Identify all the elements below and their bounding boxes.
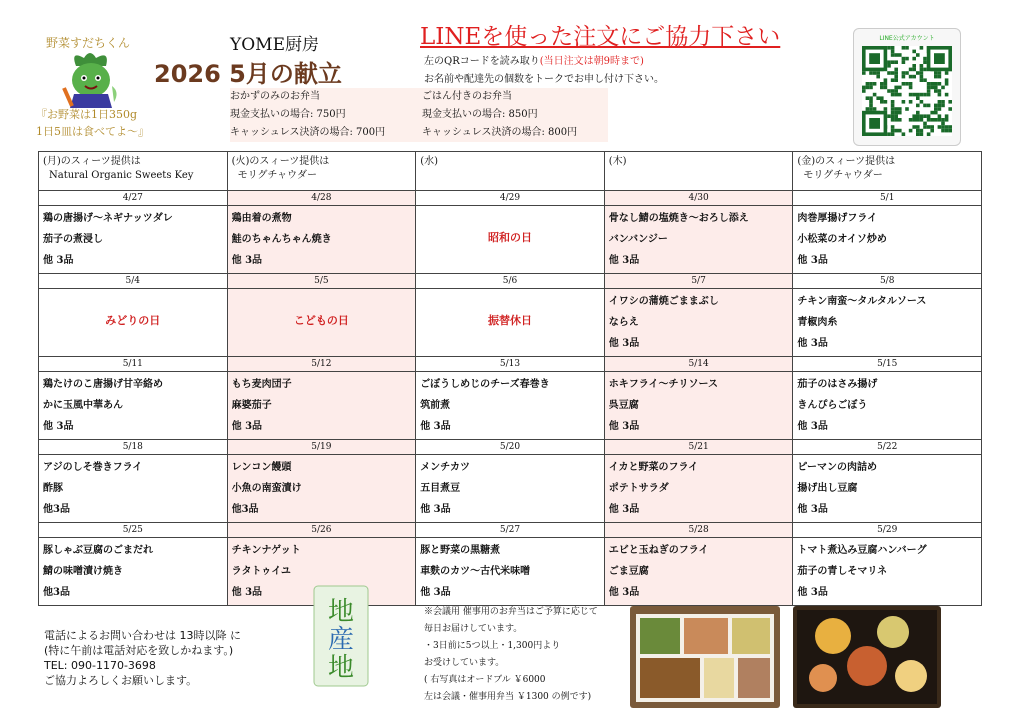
day-cell (793, 523, 982, 606)
dish-item: 小松菜のオイソ炒め (797, 234, 887, 245)
day-cell (39, 274, 228, 357)
dish-item: 豚と野菜の黒糖煮 (420, 545, 501, 556)
day-cell (604, 274, 793, 357)
dish-list (416, 455, 604, 522)
day-cell (793, 191, 982, 274)
dish-item: 他 3品 (797, 421, 828, 432)
bento-image (630, 606, 780, 708)
day-date: 5/20 (416, 440, 604, 455)
day-cell (604, 523, 793, 606)
weekday-label: (火)のスィーツ提供は (231, 156, 330, 167)
dish-list (605, 538, 793, 605)
price-title: ごはん付きのお弁当 (422, 91, 512, 102)
line-order-title: LINEを使った注文にご協力下さい (420, 24, 781, 50)
note-line: お受けしています。 (424, 658, 505, 668)
dish-list (39, 372, 227, 439)
qr-code-icon[interactable] (862, 45, 952, 137)
dish-item: 他3品 (43, 587, 70, 598)
weekday-label: (水) (420, 156, 438, 167)
kitchen-name: YOME厨房 (230, 35, 319, 55)
sweets-provider: Natural Organic Sweets Key (49, 170, 194, 181)
dish-item: 他 3品 (608, 504, 640, 515)
day-date: 5/28 (605, 523, 793, 538)
mascot-icon (60, 48, 122, 110)
bento-photo (630, 606, 780, 708)
week-row (39, 274, 982, 357)
qr-label: LINE公式アカウント (879, 35, 935, 42)
line-qr-card[interactable] (853, 28, 961, 146)
holiday-label: 昭和の日 (487, 231, 532, 244)
holiday-label: 振替休日 (487, 314, 532, 327)
day-cell (227, 274, 416, 357)
dish-item: 茄子の煮浸し (43, 234, 103, 245)
weekday-label: (木) (608, 156, 627, 167)
contact-line: (特に午前は電話対応を致しかねます。) (44, 644, 234, 657)
page-title: 2026 5月の献立 (154, 60, 342, 88)
holiday-label: こどもの日 (293, 314, 349, 327)
svg-text:地: 地 (327, 653, 355, 683)
price-cashless: キャッシュレス決済の場合: 800円 (422, 127, 578, 138)
dish-item: アジのしそ巻きフライ (43, 462, 143, 473)
hors-doeuvre-image (793, 606, 941, 708)
dish-item: 鶏たけのこ唐揚げ甘辛絡め (43, 379, 163, 390)
dish-list (39, 206, 227, 273)
contact-line: 電話によるお問い合わせは 13時以降 に (44, 629, 241, 642)
svg-text:地: 地 (327, 597, 355, 627)
dish-item: 他 3品 (608, 587, 640, 598)
dish-list (416, 372, 604, 439)
dish-item: 揚げ出し豆腐 (797, 483, 858, 494)
dish-list (39, 455, 227, 522)
hors-doeuvre-photo (793, 606, 941, 708)
day-date: 5/4 (39, 274, 227, 289)
dish-item: 麻婆茄子 (231, 400, 272, 411)
catering-notes (424, 604, 598, 706)
weekday-label: (金)のスィーツ提供は (797, 156, 896, 167)
day-date: 4/29 (416, 191, 604, 206)
day-date: 4/28 (228, 191, 416, 206)
week-row (39, 357, 982, 440)
dish-item: 他 3品 (231, 587, 263, 598)
dish-item: 他 3品 (797, 255, 828, 266)
dish-item: もち麦肉団子 (231, 379, 292, 390)
week-row (39, 523, 982, 606)
day-date: 4/27 (39, 191, 227, 206)
day-date: 5/12 (228, 357, 416, 372)
slogan-line: 1日5皿は食べてよ～』 (36, 125, 149, 138)
contact-tel[interactable]: TEL: 090-1170-3698 (44, 659, 156, 672)
dish-item: きんぴらごぼう (797, 400, 868, 411)
dish-item: 酢豚 (43, 483, 63, 494)
day-cell (39, 523, 228, 606)
dish-item: 車麩のカツ～古代米味噌 (420, 566, 531, 577)
day-date: 5/19 (228, 440, 416, 455)
day-cell (604, 440, 793, 523)
dish-item: ごぼうしめじのチーズ春巻き (420, 379, 550, 390)
dish-item: 他 3品 (231, 255, 263, 266)
instr-note: (当日注文は朝9時まで) (539, 56, 644, 67)
note-line: 毎日お届けしています。 (424, 624, 523, 634)
dish-item: ホキフライ～チリソース (608, 379, 718, 390)
dish-item: 他3品 (231, 504, 259, 515)
weekday-header-row (39, 152, 982, 191)
dish-list (605, 455, 793, 522)
day-cell (227, 191, 416, 274)
dish-item: 他 3品 (608, 255, 640, 266)
day-date: 5/27 (416, 523, 604, 538)
day-date: 5/15 (793, 357, 981, 372)
day-date: 5/6 (416, 274, 604, 289)
day-date: 5/22 (793, 440, 981, 455)
dish-item: 他 3品 (231, 421, 263, 432)
day-date: 4/30 (605, 191, 793, 206)
dish-item: ごま豆腐 (608, 566, 649, 577)
day-cell (39, 357, 228, 440)
day-cell (416, 274, 605, 357)
day-cell (604, 357, 793, 440)
dish-item: 五目煮豆 (420, 483, 461, 494)
price-okazu (230, 88, 385, 142)
day-date: 5/18 (39, 440, 227, 455)
day-date: 5/5 (228, 274, 416, 289)
dish-list (793, 538, 981, 605)
dish-list (793, 289, 981, 356)
dish-item: 呉豆腐 (608, 400, 639, 411)
dish-item: 他3品 (43, 504, 70, 515)
sweets-provider: モリグチャウダー (803, 170, 883, 181)
dish-item: 他 3品 (420, 421, 451, 432)
svg-text:産: 産 (327, 625, 355, 655)
dish-item: 他 3品 (43, 255, 74, 266)
day-cell (604, 191, 793, 274)
dish-item: ラタトゥイユ (231, 566, 291, 577)
dish-item: 豚しゃぶ豆腐のごまだれ (43, 545, 153, 556)
day-date: 5/21 (605, 440, 793, 455)
day-cell (416, 357, 605, 440)
price-cash: 現金支払いの場合: 850円 (422, 109, 538, 120)
dish-item: 茄子のはさみ揚げ (797, 379, 878, 390)
contact-info (44, 628, 241, 688)
note-line: 左は会議・催事用弁当 ￥1300 の例です) (424, 692, 592, 702)
dish-item: 青椒肉糸 (797, 317, 838, 328)
instr-text: 左のQRコードを読み取り (424, 56, 540, 67)
day-cell (416, 523, 605, 606)
day-date: 5/26 (228, 523, 416, 538)
price-cashless: キャッシュレス決済の場合: 700円 (230, 127, 386, 138)
dish-item: 骨なし鯖の塩焼き～おろし添え (608, 213, 749, 224)
menu-calendar (38, 151, 982, 606)
dish-item: ならえ (608, 317, 639, 328)
dish-list (793, 372, 981, 439)
day-date: 5/14 (605, 357, 793, 372)
dish-item: レンコン饅頭 (231, 462, 292, 473)
dish-list (228, 372, 416, 439)
day-date: 5/13 (416, 357, 604, 372)
dish-item: イカと野菜のフライ (608, 462, 699, 473)
price-box (230, 88, 608, 142)
day-date: 5/8 (793, 274, 981, 289)
dish-list (39, 538, 227, 605)
slogan (36, 106, 149, 140)
weekday-header (227, 152, 416, 191)
dish-item: トマト煮込み豆腐ハンバーグ (797, 545, 927, 556)
dish-list (228, 455, 416, 522)
weekday-header (39, 152, 228, 191)
dish-item: チキンナゲット (231, 545, 301, 556)
dish-list (605, 289, 793, 356)
dish-list (605, 372, 793, 439)
day-cell (793, 274, 982, 357)
weekday-header (793, 152, 982, 191)
dish-item: 鯖の味噌漬け焼き (43, 566, 123, 577)
holiday-label: みどりの日 (105, 314, 161, 327)
day-cell (39, 191, 228, 274)
day-cell (416, 440, 605, 523)
dish-item: 他 3品 (608, 338, 640, 349)
dish-item: 他 3品 (797, 504, 828, 515)
note-line: ※会議用 催事用のお弁当はご予算に応じて (424, 607, 598, 617)
dish-item: メンチカツ (420, 462, 470, 473)
dish-item: チキン南蛮～タルタルソース (797, 296, 927, 307)
local-produce-logo (296, 582, 388, 690)
dish-item: ピーマンの肉詰め (797, 462, 877, 473)
dish-item: 他 3品 (797, 587, 828, 598)
dish-item: 他 3品 (420, 587, 451, 598)
day-date: 5/1 (793, 191, 981, 206)
dish-item: かに玉風中華あん (43, 400, 123, 411)
sweets-provider: モリグチャウダー (237, 170, 317, 181)
day-cell (39, 440, 228, 523)
dish-item: エビと玉ねぎのフライ (608, 545, 709, 556)
dish-item: イワシの蒲焼ごままぶし (608, 296, 719, 307)
day-cell (416, 191, 605, 274)
contact-line: ご協力よろしくお願いします。 (44, 674, 198, 687)
note-line: ( 右写真はオードブル ￥6000 (424, 675, 546, 685)
week-row (39, 440, 982, 523)
price-cash: 現金支払いの場合: 750円 (230, 109, 346, 120)
dish-item: ポテトサラダ (608, 483, 669, 494)
dish-item: 他 3品 (43, 421, 74, 432)
mascot-name: 野菜すだちくん (46, 36, 131, 50)
line-instructions (424, 53, 664, 89)
day-date: 5/29 (793, 523, 981, 538)
dish-item: 鶏由着の煮物 (231, 213, 292, 224)
dish-item: 肉巻厚揚げフライ (797, 213, 878, 224)
dish-item: 茄子の青しそマリネ (797, 566, 888, 577)
day-cell (793, 357, 982, 440)
dish-item: 鮭のちゃんちゃん焼き (231, 234, 332, 245)
day-cell (227, 440, 416, 523)
dish-item: バンバンジー (608, 234, 668, 245)
day-cell (227, 357, 416, 440)
week-row (39, 191, 982, 274)
weekday-header (416, 152, 605, 191)
note-line: ・3日前に5つ以上・1,300円より (424, 641, 561, 651)
instr-text: お名前や配達先の個数をトークでお申し付け下さい。 (424, 74, 664, 85)
dish-list (605, 206, 793, 273)
weekday-header (604, 152, 793, 191)
dish-item: 他 3品 (420, 504, 451, 515)
dish-item: 他 3品 (608, 421, 640, 432)
slogan-line: 『お野菜は1日350g (36, 108, 138, 121)
day-cell (793, 440, 982, 523)
dish-list (416, 538, 604, 605)
day-date: 5/7 (605, 274, 793, 289)
dish-item: 小魚の南蛮漬け (231, 483, 302, 494)
dish-list (793, 455, 981, 522)
price-title: おかずのみのお弁当 (230, 91, 320, 102)
day-date: 5/11 (39, 357, 227, 372)
dish-list (793, 206, 981, 273)
day-date: 5/25 (39, 523, 227, 538)
dish-item: 筑前煮 (420, 400, 451, 411)
weekday-label: (月)のスィーツ提供は (43, 156, 141, 167)
dish-item: 鶏の唐揚げ～ネギナッツダレ (43, 213, 173, 224)
price-rice (422, 88, 577, 142)
dish-item: 他 3品 (797, 338, 828, 349)
dish-list (228, 206, 416, 273)
